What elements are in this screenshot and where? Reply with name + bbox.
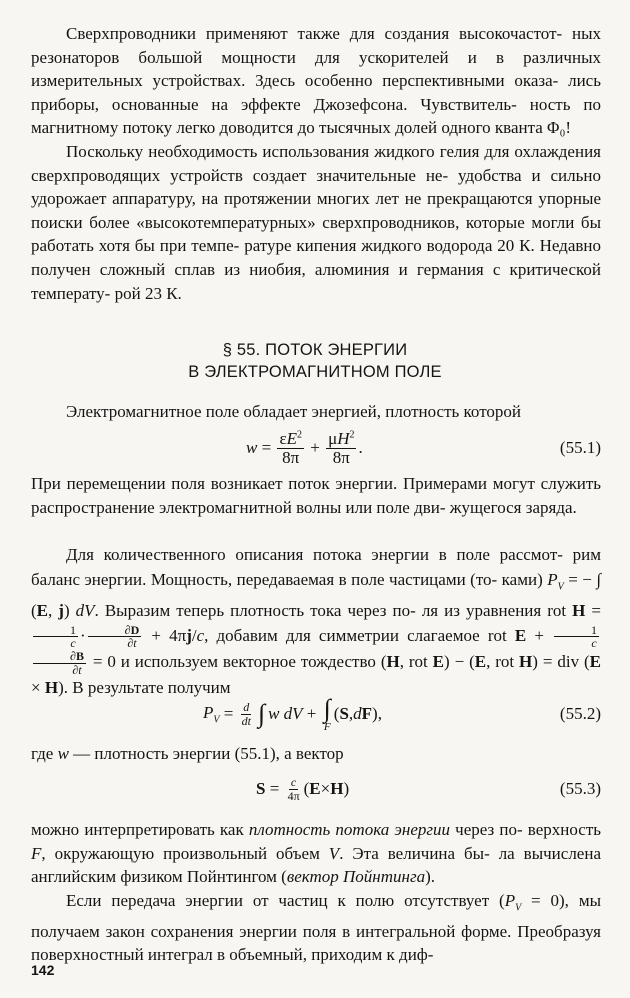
equation-55-2-formula: $P_V$ = $\frac{d}{dt}$ ∫ w dV + ∫ F ( S , d F ), xyxy=(203,693,382,733)
energy-balance-text xyxy=(31,543,601,701)
vector-intro-text-1: где xyxy=(31,744,54,763)
paragraph-energy-balance: Для количественного описания потока энергии в поле рассмот- рим баланс энергии. Мощность, передаваемая в поле частицами (то- ками) $P_V$ = − ∫ (E, j) dV. Выразим теперь плотность тока через по- ля из уравнения rot H = $\frac{1}{c}$ · $\frac{\partial D}{\partial t}$ + 4πj/c, добавим для симметрии слагаемое rot E + $\frac{1}{c}$ $\frac{\partial B}{\partial t}$ = 0 и используем векторное тождество (H, rot E) − (E, rot H) = div (E × H). В результате получим xyxy=(31,545,602,698)
poynting-vector-term: вектор Пойнтинга xyxy=(286,867,426,887)
paragraph-superconductor-applications: Сверхпроводники применяют также для создания высокочастот- ных резонаторов большой мощности для ускорителей и в различных измерительных устройствах. Здесь особенно перспективными оказа- лись приборы, основанные на эффекте Джозефсона. Чувствитель- ность по магнитному потоку легко доводится до тысячных долей одного кванта Φ₀! xyxy=(31,24,601,138)
poynting-text-4: . Эта величина бы- ла вычислена английским физиком Пойнтингом ( xyxy=(31,843,601,887)
paragraph-poynting: можно интерпретировать как плотность потока энергии через по- верхность F, окружающую произвольный объем V. Эта величина бы- ла вычислена английским физиком Пойнтингом (вектор Пойнтинга). xyxy=(31,820,602,887)
equation-55-1-number: (55.1) xyxy=(559,438,601,457)
poynting-text-1: можно интерпретировать как xyxy=(31,820,244,839)
equation-55-2 xyxy=(31,690,601,738)
equation-55-3 xyxy=(31,768,601,810)
paragraph-high-temperature-search: Поскольку необходимость использования жидкого гелия для охлаждения сверхпроводящих устройств создает значительные не- удобства и сильно удорожает аппаратуру, на протяжении многих лет не прекращаются упорные поиски более «высокотемпературных» сверхпроводников, которые могли бы работать хотя бы при темпе- ратуре кипения жидкого водорода 20 К. Недавно получен сложный сплав из ниобия, алюминия и германия с критической температу- рой 23 К. xyxy=(31,141,601,303)
section-heading-line2: В ЭЛЕКТРОМАГНИТНОМ ПОЛЕ xyxy=(188,363,442,381)
paragraph-vector-intro: где w — плотность энергии (55.1), а вектор xyxy=(31,744,344,763)
conservation-text-1: Если передача энергии от частиц к полю отсутствует xyxy=(66,890,490,910)
paragraph-conservation: Если передача энергии от частиц к полю отсутствует $(P_V = 0)$, мы получаем закон сохранения энергии поля в интегральной форме. Преобразуя поверхностный интеграл в объемный, приходим к диф- xyxy=(31,890,601,965)
balance-text-4: и используем векторное тождество xyxy=(120,652,376,672)
balance-text-5: В результате получим xyxy=(72,678,231,698)
poynting-text-2: через по- верхность xyxy=(455,820,602,839)
equation-55-2-number: (55.2) xyxy=(559,704,601,723)
paragraph-energy-density: Электромагнитное поле обладает энергией, плотность которой xyxy=(66,402,521,421)
vector-intro-text xyxy=(31,742,601,766)
poynting-text xyxy=(31,818,601,967)
equation-55-3-number: (55.3) xyxy=(559,779,601,798)
poynting-text-3: , окружающую произвольный объем xyxy=(41,843,320,863)
equation-55-3-formula: S = $\frac{c}{4\pi}$ ( E × H ) xyxy=(256,774,350,803)
paragraph-energy-flux: При перемещении поля возникает поток энергии. Примерами могут служить распространение электромагнитной волны или поле дви- жущегося заряда. xyxy=(31,474,601,517)
intro-text xyxy=(31,22,601,305)
section-heading xyxy=(0,339,630,383)
energy-flux-text xyxy=(31,472,601,519)
poynting-term: плотность потока энергии xyxy=(248,820,450,839)
equation-55-1-formula: w = $\frac{\varepsilon E^2}{8\pi}$ + $\frac{\mu H^2}{8\pi}$ . xyxy=(246,428,363,467)
section-heading-line1: § 55. ПОТОК ЭНЕРГИИ xyxy=(222,341,408,359)
equation-55-1 xyxy=(31,427,601,469)
conservation-text-2: мы получаем закон сохранения энергии поля в интегральной форме. Преобразуя поверхностный интеграл в объемный, приходим к диф- xyxy=(31,890,601,965)
balance-text-3: добавим для симметрии слагаемое xyxy=(216,625,480,645)
balance-text-2: Выразим теперь плотность тока через по- ля из уравнения xyxy=(104,601,542,621)
vector-intro-text-2: — плотность энергии (55.1), а вектор xyxy=(73,744,344,763)
poynting-text-5: ). xyxy=(425,867,435,887)
page-number: 142 xyxy=(31,962,55,978)
balance-text-1: Для количественного описания потока энергии в поле рассмот- рим баланс энергии. Мощность, передаваемая в поле частицами (то- ками) xyxy=(31,545,601,589)
energy-density-intro xyxy=(31,400,601,424)
